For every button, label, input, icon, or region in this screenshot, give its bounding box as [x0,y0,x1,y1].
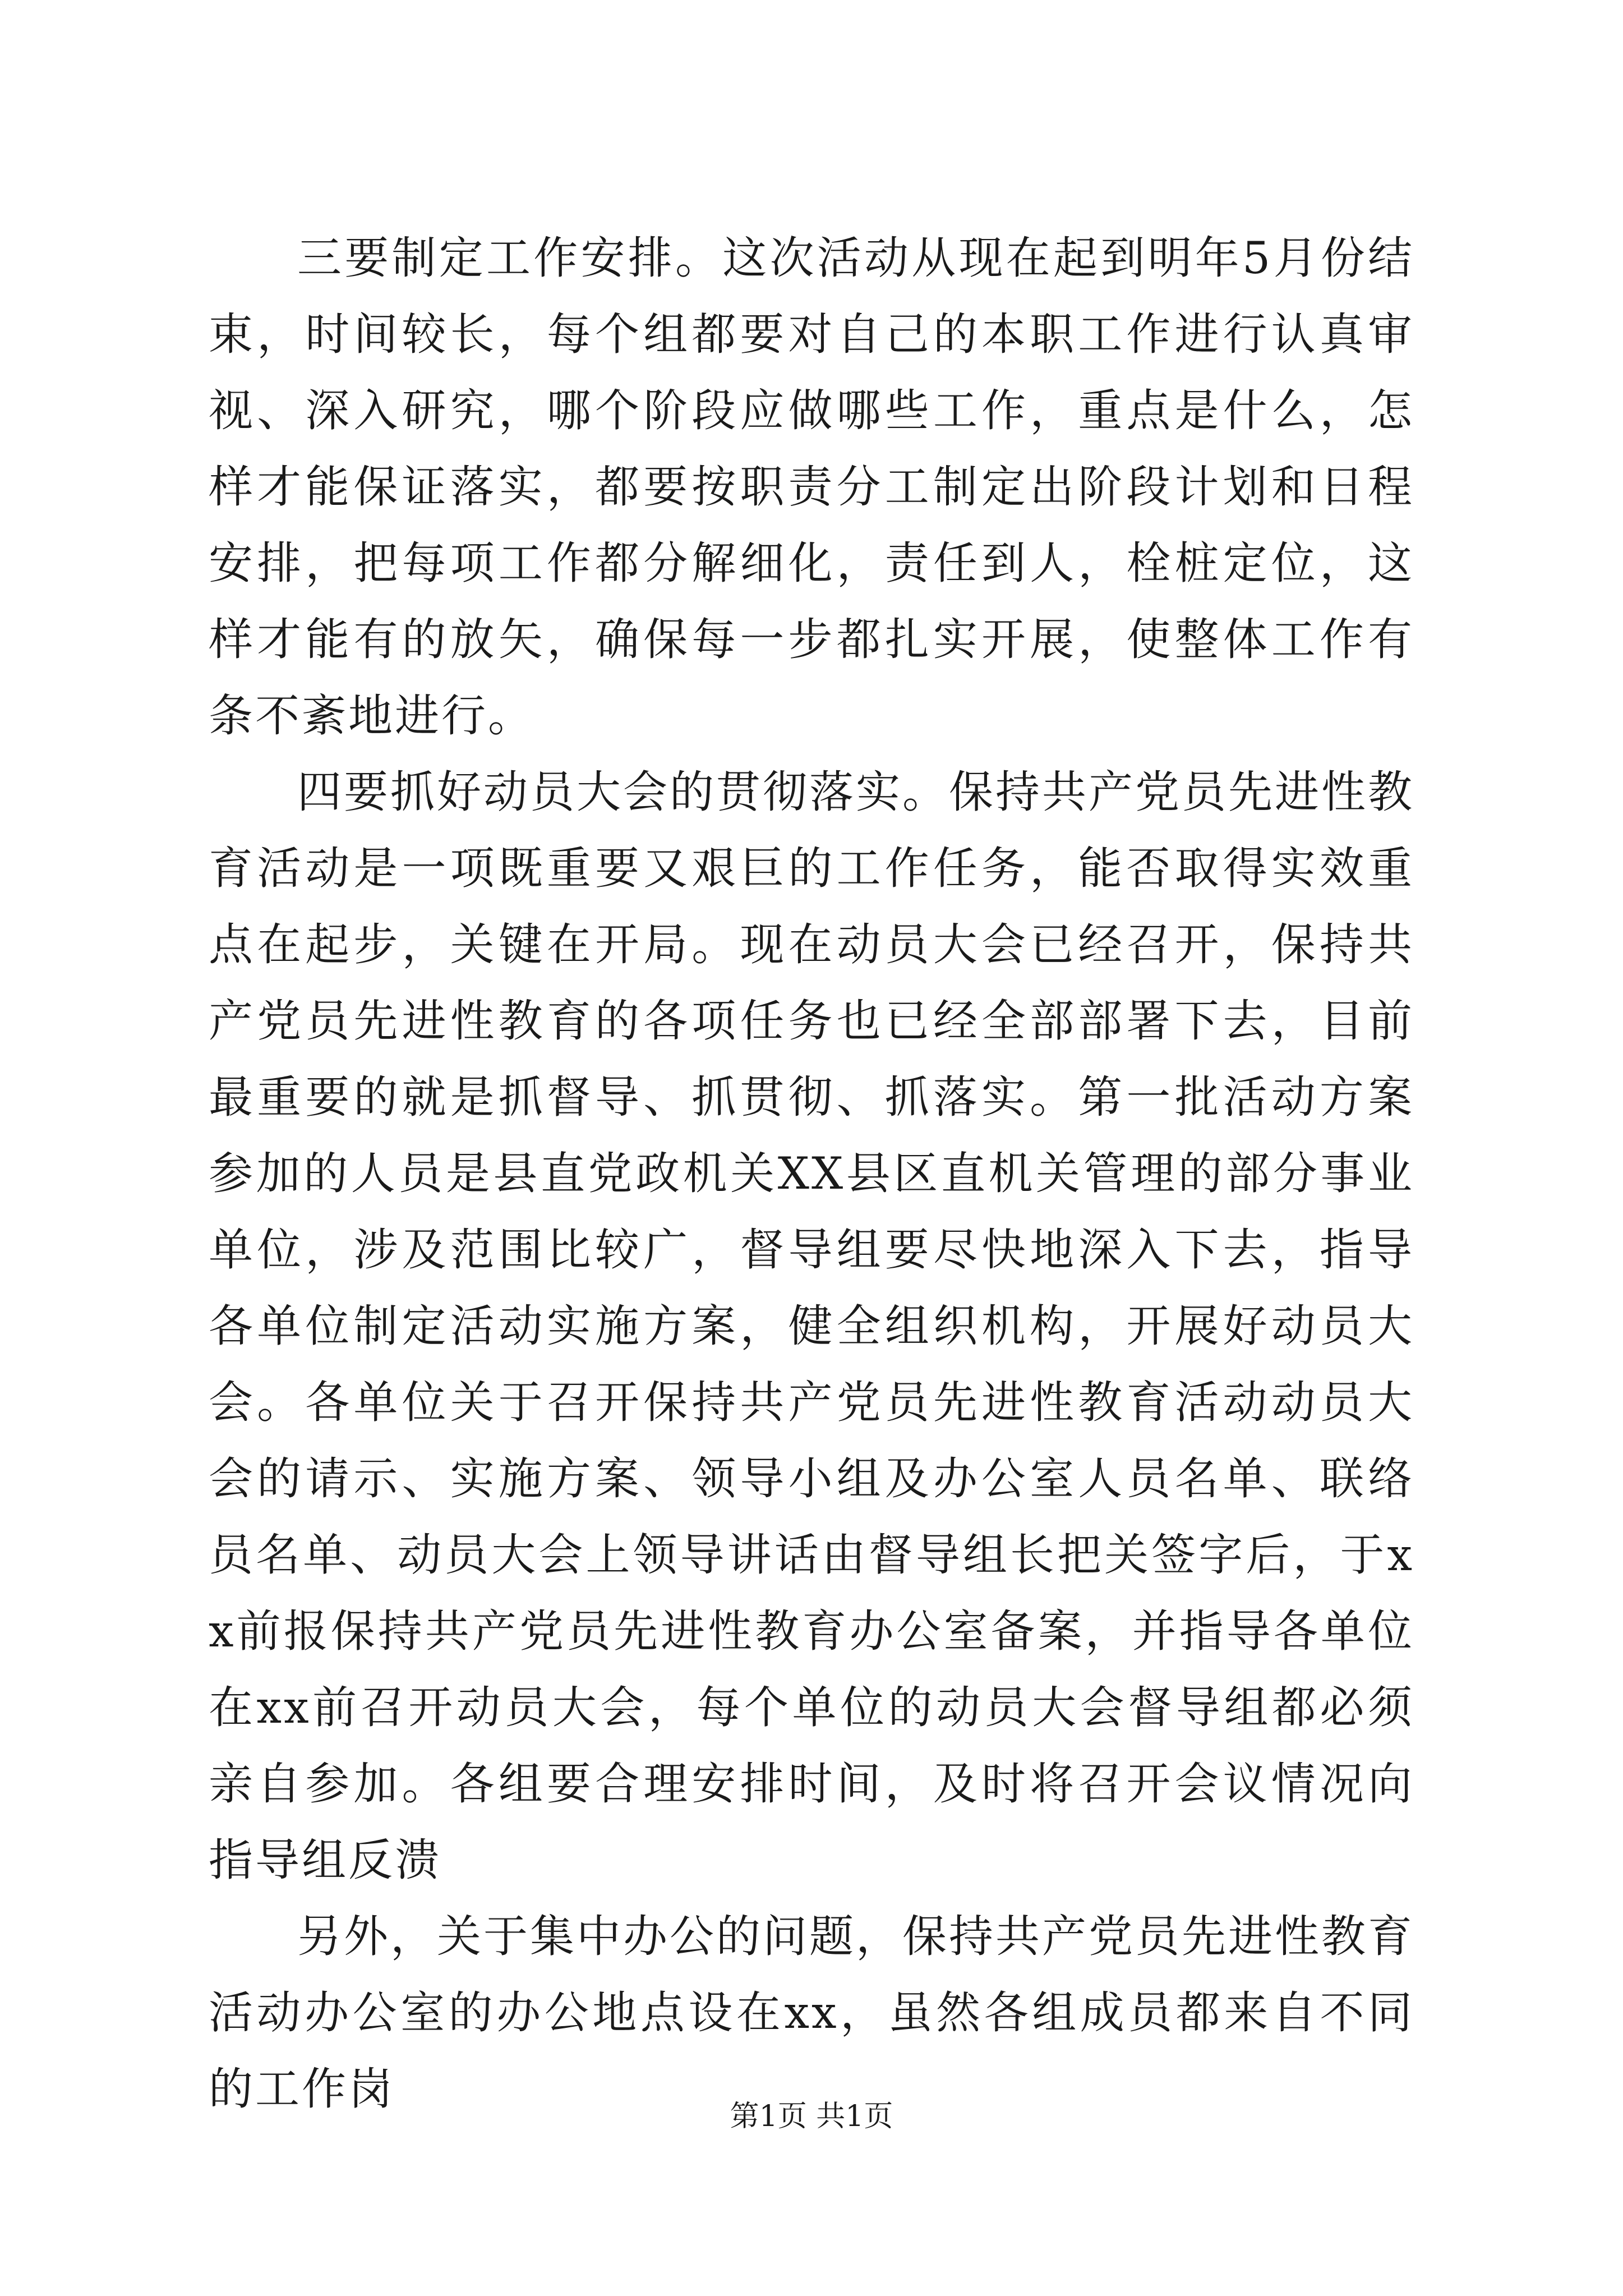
paragraph: 另外，关于集中办公的问题，保持共产党员先进性教育活动办公室的办公地点设在xx，虽然各组成员都来自不同的工作岗 [209,1911,1414,2115]
paragraph: 三要制定工作安排。这次活动从现在起到明年5月份结束，时间较长，每个组都要对自己的本职工作进行认真审视、深入研究，哪个阶段应做哪些工作，重点是什么，怎样才能保证落实，都要按职责分工制定出阶段计划和日程安排，把每项工作都分解细化，责任到人，栓桩定位，这样才能有的放矢，确保每一步都扎实开展，使整体工作有条不紊地进行。 [209,232,1414,742]
page-footer: 第1页 共1页 [730,2100,893,2133]
document-body [209,220,1414,2127]
paragraph: 四要抓好动员大会的贯彻落实。保持共产党员先进性教育活动是一项既重要又艰巨的工作任务，能否取得实效重点在起步，关键在开局。现在动员大会已经召开，保持共产党员先进性教育的各项任务也已经全部部署下去，目前最重要的就是抓督导、抓贯彻、抓落实。第一批活动方案参加的人员是县直党政机关XX县区直机关管理的部分事业单位，涉及范围比较广，督导组要尽快地深入下去，指导各单位制定活动实施方案，健全组织机构，开展好动员大会。各单位关于召开保持共产党员先进性教育活动动员大会的请示、实施方案、领导小组及办公室人员名单、联络员名单、动员大会上领导讲话由督导组长把关签字后，于xx前报保持共产党员先进性教育办公室备案，并指导各单位在xx前召开动员大会，每个单位的动员大会督导组都必须亲自参加。各组要合理安排时间，及时将召开会议情况向指导组反溃 [209,766,1414,1886]
